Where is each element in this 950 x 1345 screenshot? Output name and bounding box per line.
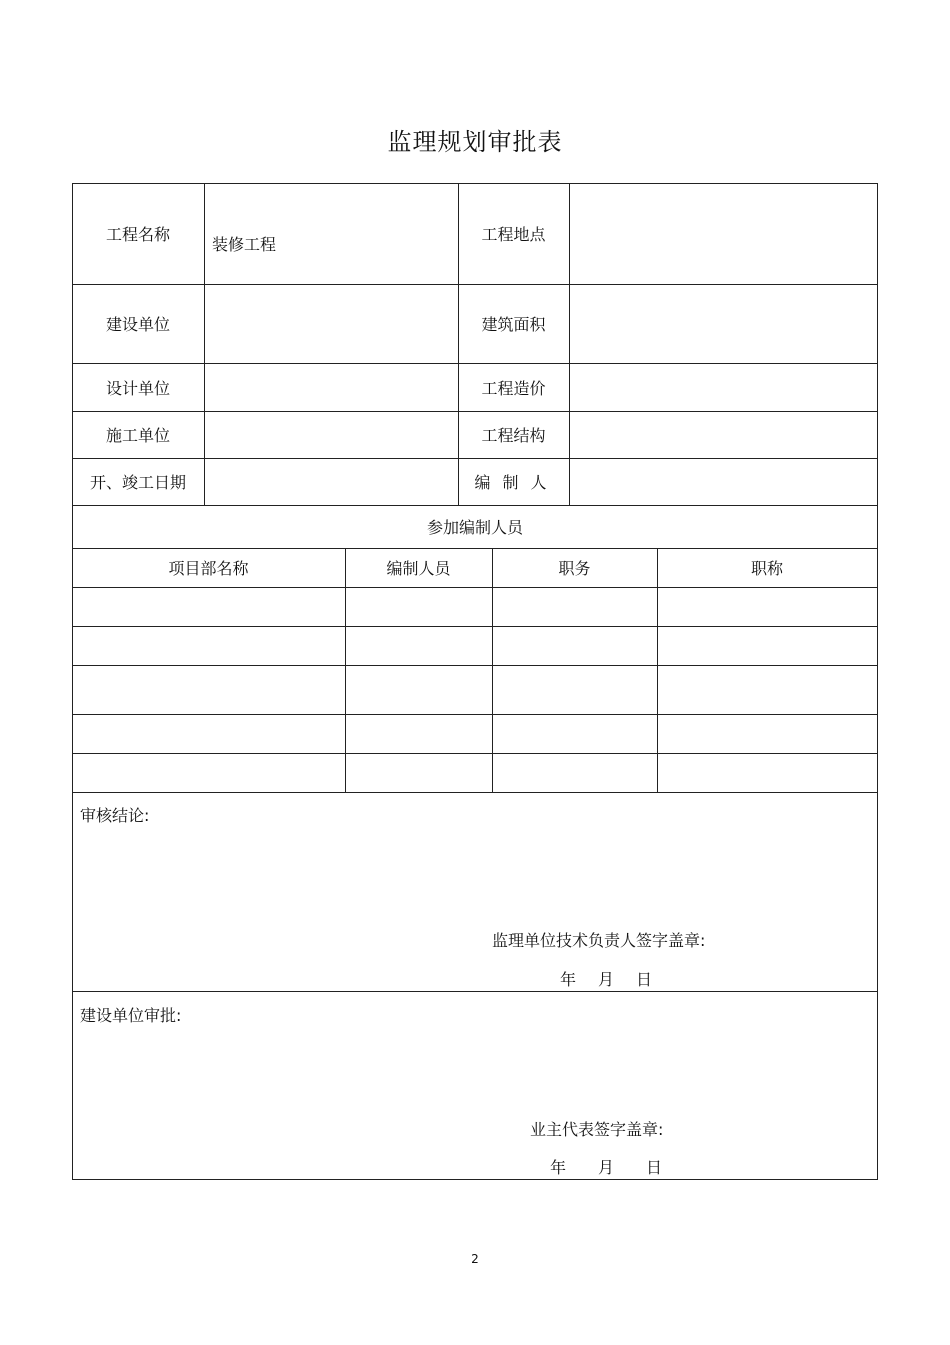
row-divider [72,626,878,627]
approval-label: 建设单位审批: [80,1006,182,1025]
value-project-cost[interactable] [577,363,869,411]
col-header-department: 项目部名称 [168,559,249,578]
col-header-compilers: 编制人员 [386,559,451,578]
review-date-month: 月 [598,970,615,989]
label-start-end-date: 开、竣工日期 [89,473,186,492]
approval-signature-label: 业主代表签字盖章: [530,1120,664,1139]
label-building-area: 建筑面积 [481,315,546,334]
value-compiler[interactable] [577,458,869,505]
row-divider [72,792,878,793]
staff-section-heading: 参加编制人员 [426,518,523,537]
label-project-structure: 工程结构 [481,426,546,445]
label-project-cost: 工程造价 [481,378,546,398]
value-project-location[interactable] [577,183,869,284]
review-signature-label: 监理单位技术负责人签字盖章: [492,931,706,950]
label-design-unit: 设计单位 [105,378,170,398]
approval-date-month: 月 [598,1158,615,1177]
value-start-end-date[interactable] [212,458,452,505]
col-divider [569,183,570,505]
value-project-name[interactable]: 装修工程 [212,235,277,254]
label-project-name: 工程名称 [105,225,170,244]
table-border-bottom [72,1179,878,1180]
page-title: 监理规划审批表 [387,128,563,156]
row-divider [72,665,878,666]
value-construction-unit[interactable] [212,284,452,363]
value-contractor[interactable] [212,411,452,458]
col-divider [204,183,205,505]
approval-date-day: 日 [646,1158,663,1177]
review-date-year: 年 [560,970,577,989]
value-design-unit[interactable] [212,363,452,411]
label-contractor: 施工单位 [105,426,170,445]
label-compiler: 编制人 [474,473,559,492]
review-date [560,967,652,990]
row-divider [72,753,878,754]
approval-date-year: 年 [550,1158,567,1177]
table-border-right [877,183,878,1180]
row-divider [72,587,878,588]
label-project-location: 工程地点 [481,225,546,244]
row-divider [72,991,878,992]
row-divider [72,714,878,715]
review-date-day: 日 [636,970,653,989]
col-header-position: 职务 [558,559,591,578]
approval-date [550,1155,662,1178]
label-construction-unit: 建设单位 [105,315,170,334]
page-number: 2 [471,1252,479,1266]
review-label: 审核结论: [80,806,150,825]
col-header-title: 职称 [750,559,783,578]
value-building-area[interactable] [577,284,869,363]
value-project-structure[interactable] [577,411,869,458]
